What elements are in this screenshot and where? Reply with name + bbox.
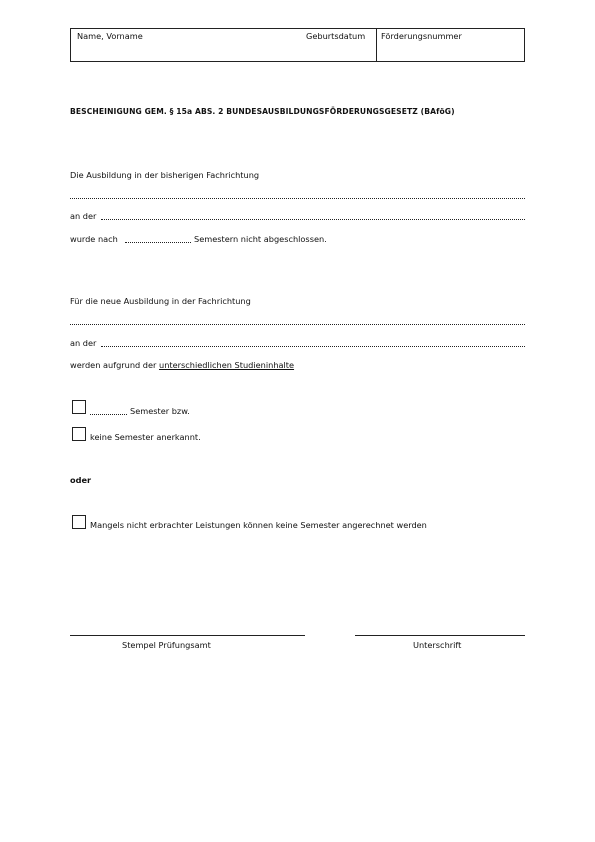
birthdate-label: Geburtsdatum (306, 31, 366, 41)
previous-university-label: an der (70, 211, 97, 221)
semester-count-line[interactable] (125, 242, 191, 243)
previous-field-line[interactable] (70, 198, 525, 199)
stamp-line[interactable] (70, 635, 305, 636)
previous-university-line[interactable] (101, 219, 525, 220)
no-semester-label: keine Semester anerkannt. (90, 432, 201, 442)
semester-checkbox[interactable] (72, 400, 86, 414)
werden-prefix: werden aufgrund der (70, 360, 157, 370)
stamp-label: Stempel Prüfungsamt (122, 640, 211, 650)
funding-number-label: Förderungsnummer (381, 31, 462, 41)
wurde-nach-label: wurde nach (70, 234, 118, 244)
semester-number-line[interactable] (90, 414, 127, 415)
semester-not-completed-text: Semestern nicht abgeschlossen. (194, 234, 327, 244)
no-credit-checkbox[interactable] (72, 515, 86, 529)
no-semester-checkbox[interactable] (72, 427, 86, 441)
header-table (70, 28, 525, 62)
signature-line[interactable] (355, 635, 525, 636)
new-university-line[interactable] (101, 346, 525, 347)
name-label: Name, Vorname (77, 31, 143, 41)
previous-field-intro: Die Ausbildung in der bisherigen Fachrichtung (70, 170, 260, 180)
different-content-underlined: unterschiedlichen Studieninhalte (159, 360, 295, 370)
new-field-line[interactable] (70, 324, 525, 325)
new-university-label: an der (70, 338, 97, 348)
new-field-intro: Für die neue Ausbildung in der Fachrichtung (70, 296, 251, 306)
werden-aufgrund-text (70, 360, 294, 370)
semester-bzw-label: Semester bzw. (130, 406, 190, 416)
oder-label: oder (70, 475, 92, 485)
document-title: BESCHEINIGUNG GEM. § 15a ABS. 2 BUNDESAUSBILDUNGSFÖRDERUNGSGESETZ (BAföG) (70, 107, 455, 116)
signature-label: Unterschrift (413, 640, 462, 650)
no-credit-label: Mangels nicht erbrachter Leistungen können keine Semester angerechnet werden (90, 520, 427, 530)
header-divider (376, 29, 377, 61)
